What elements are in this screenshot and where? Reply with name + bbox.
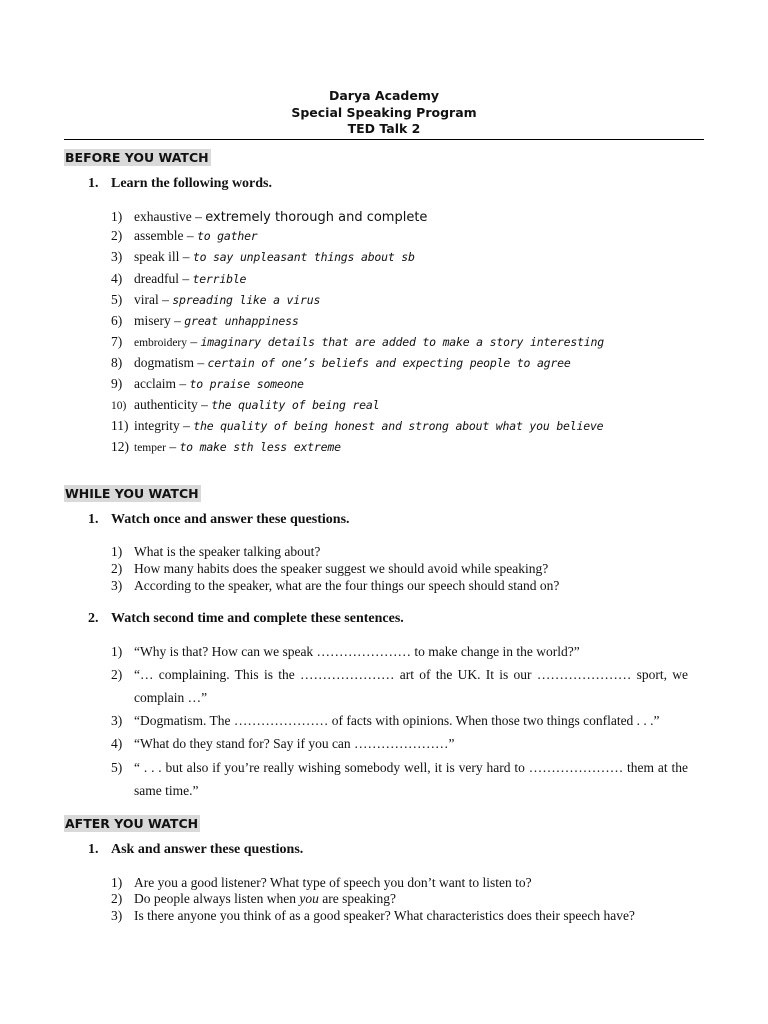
vocab-word: dreadful [134,271,179,286]
list-item [111,875,532,891]
list-item [111,578,559,594]
vocab-number: 9) [111,376,123,391]
document-title: Darya Academy [328,88,440,103]
header-divider [64,139,704,140]
item-number: 3) [111,578,123,593]
vocab-word: acclaim [134,376,176,391]
item-text: How many habits does the speaker suggest we should avoid while speaking? [134,561,549,576]
vocab-separator: – [158,292,173,307]
instruction-text: Watch second time and complete these sentences. [111,611,404,626]
vocab-word: dogmatism [134,355,194,370]
vocab-separator: – [170,313,185,328]
vocab-definition: to gather [197,229,258,243]
instruction-number: 1. [88,842,99,857]
vocab-word: authenticity [134,397,198,412]
vocab-word: exhaustive [134,209,192,224]
vocab-definition: the quality of being real [211,398,380,412]
item-number: 1) [111,875,123,890]
item-number: 2) [111,667,123,682]
while-instruction-2 [88,611,404,627]
instruction-text: Ask and answer these questions. [111,842,304,857]
item-number: 3) [111,713,123,728]
vocab-word: misery [134,313,171,328]
vocab-item [111,439,341,455]
vocab-definition: to praise someone [189,377,304,391]
vocab-item [111,376,304,392]
item-emphasis: you [299,891,319,906]
vocab-separator: – [197,397,212,412]
vocab-number: 6) [111,313,123,328]
vocab-number: 7) [111,334,123,349]
item-text: According to the speaker, what are the four things our speech should stand on? [134,578,560,593]
list-item [111,561,548,577]
vocab-number: 10) [111,400,127,412]
sentence-text: “Why is that? How can we speak ………………… to make change in the world?” [134,644,580,659]
vocab-separator: – [191,209,206,224]
vocab-item [111,334,604,350]
sentence-text: “Dogmatism. The ………………… of facts with opinions. When those two things conflated . . .” [134,713,660,728]
vocab-separator: – [179,418,194,433]
vocab-number: 5) [111,292,123,307]
instruction-number: 1. [88,176,99,191]
item-number: 2) [111,891,123,906]
while-instruction-1 [88,512,350,528]
instruction-text: Watch once and answer these questions. [111,512,350,527]
item-text: are speaking? [318,891,397,906]
before-instruction [88,176,272,192]
item-number: 1) [111,644,123,659]
vocab-number: 3) [111,249,123,264]
instruction-number: 1. [88,512,99,527]
item-number: 4) [111,736,123,751]
item-text: Is there anyone you think of as a good speaker? What characteristics does their speech have? [134,908,635,923]
vocab-definition: to make sth less extreme [179,440,341,454]
vocab-separator: – [175,376,190,391]
section-heading-before: BEFORE YOU WATCH [65,150,209,165]
program-title: Special Speaking Program [291,105,477,120]
list-item [111,908,635,924]
vocab-item [111,292,320,308]
list-item [111,891,396,907]
vocab-number: 11) [111,418,129,433]
sentence-text: “ . . . but also if you’re really wishing somebody well, it is very hard to ………………… them at the same time.” [134,760,688,798]
sentence-text: “What do they stand for? Say if you can …………………” [134,736,455,751]
talk-title: TED Talk 2 [347,121,421,136]
vocab-definition: extremely thorough and complete [205,210,428,225]
vocab-word: temper [134,442,166,454]
vocab-number: 12) [111,439,129,454]
vocab-word: viral [134,292,159,307]
section-heading-while: WHILE YOU WATCH [65,486,199,501]
vocab-word: speak ill [134,249,180,264]
vocab-separator: – [179,249,193,264]
vocab-definition: certain of one’s beliefs and expecting people to agree [207,356,571,370]
vocab-definition: to say unpleasant things about sb [192,250,415,264]
item-text: Do people always listen when [134,891,300,906]
vocab-word: embroidery [134,337,188,349]
list-item [111,544,320,560]
vocab-number: 2) [111,228,123,243]
item-text: What is the speaker talking about? [134,544,321,559]
item-number: 3) [111,908,123,923]
vocab-number: 4) [111,271,123,286]
vocab-separator: – [187,334,201,349]
item-number: 1) [111,544,123,559]
instruction-text: Learn the following words. [111,176,272,191]
vocab-item [111,271,246,287]
vocab-definition: the quality of being honest and strong about what you believe [193,419,604,433]
vocab-number: 1) [111,209,123,224]
vocab-word: integrity [134,418,180,433]
item-number: 2) [111,561,123,576]
vocab-word: assemble [134,228,184,243]
vocab-item [111,397,379,413]
vocab-definition: great unhappiness [184,314,299,328]
vocab-definition: terrible [192,272,247,286]
vocab-definition: spreading like a virus [172,293,321,307]
vocab-number: 8) [111,355,123,370]
sentence-text: “… complaining. This is the ………………… art of the UK. It is our ………………… sport, we complain …” [134,667,688,705]
vocab-item [111,418,603,434]
vocab-separator: – [194,355,208,370]
vocab-item [111,228,258,244]
after-instruction [88,842,303,858]
section-heading-after: AFTER YOU WATCH [65,816,199,831]
vocab-separator: – [178,271,193,286]
vocab-item [111,355,571,371]
vocab-item [111,209,427,225]
instruction-number: 2. [88,611,99,626]
vocab-item [111,313,299,329]
vocab-separator: – [183,228,197,243]
vocab-item [111,249,415,265]
vocab-separator: – [165,439,180,454]
item-text: Are you a good listener? What type of speech you don’t want to listen to? [134,875,532,890]
item-number: 5) [111,760,123,775]
vocab-definition: imaginary details that are added to make a story interesting [200,335,604,349]
